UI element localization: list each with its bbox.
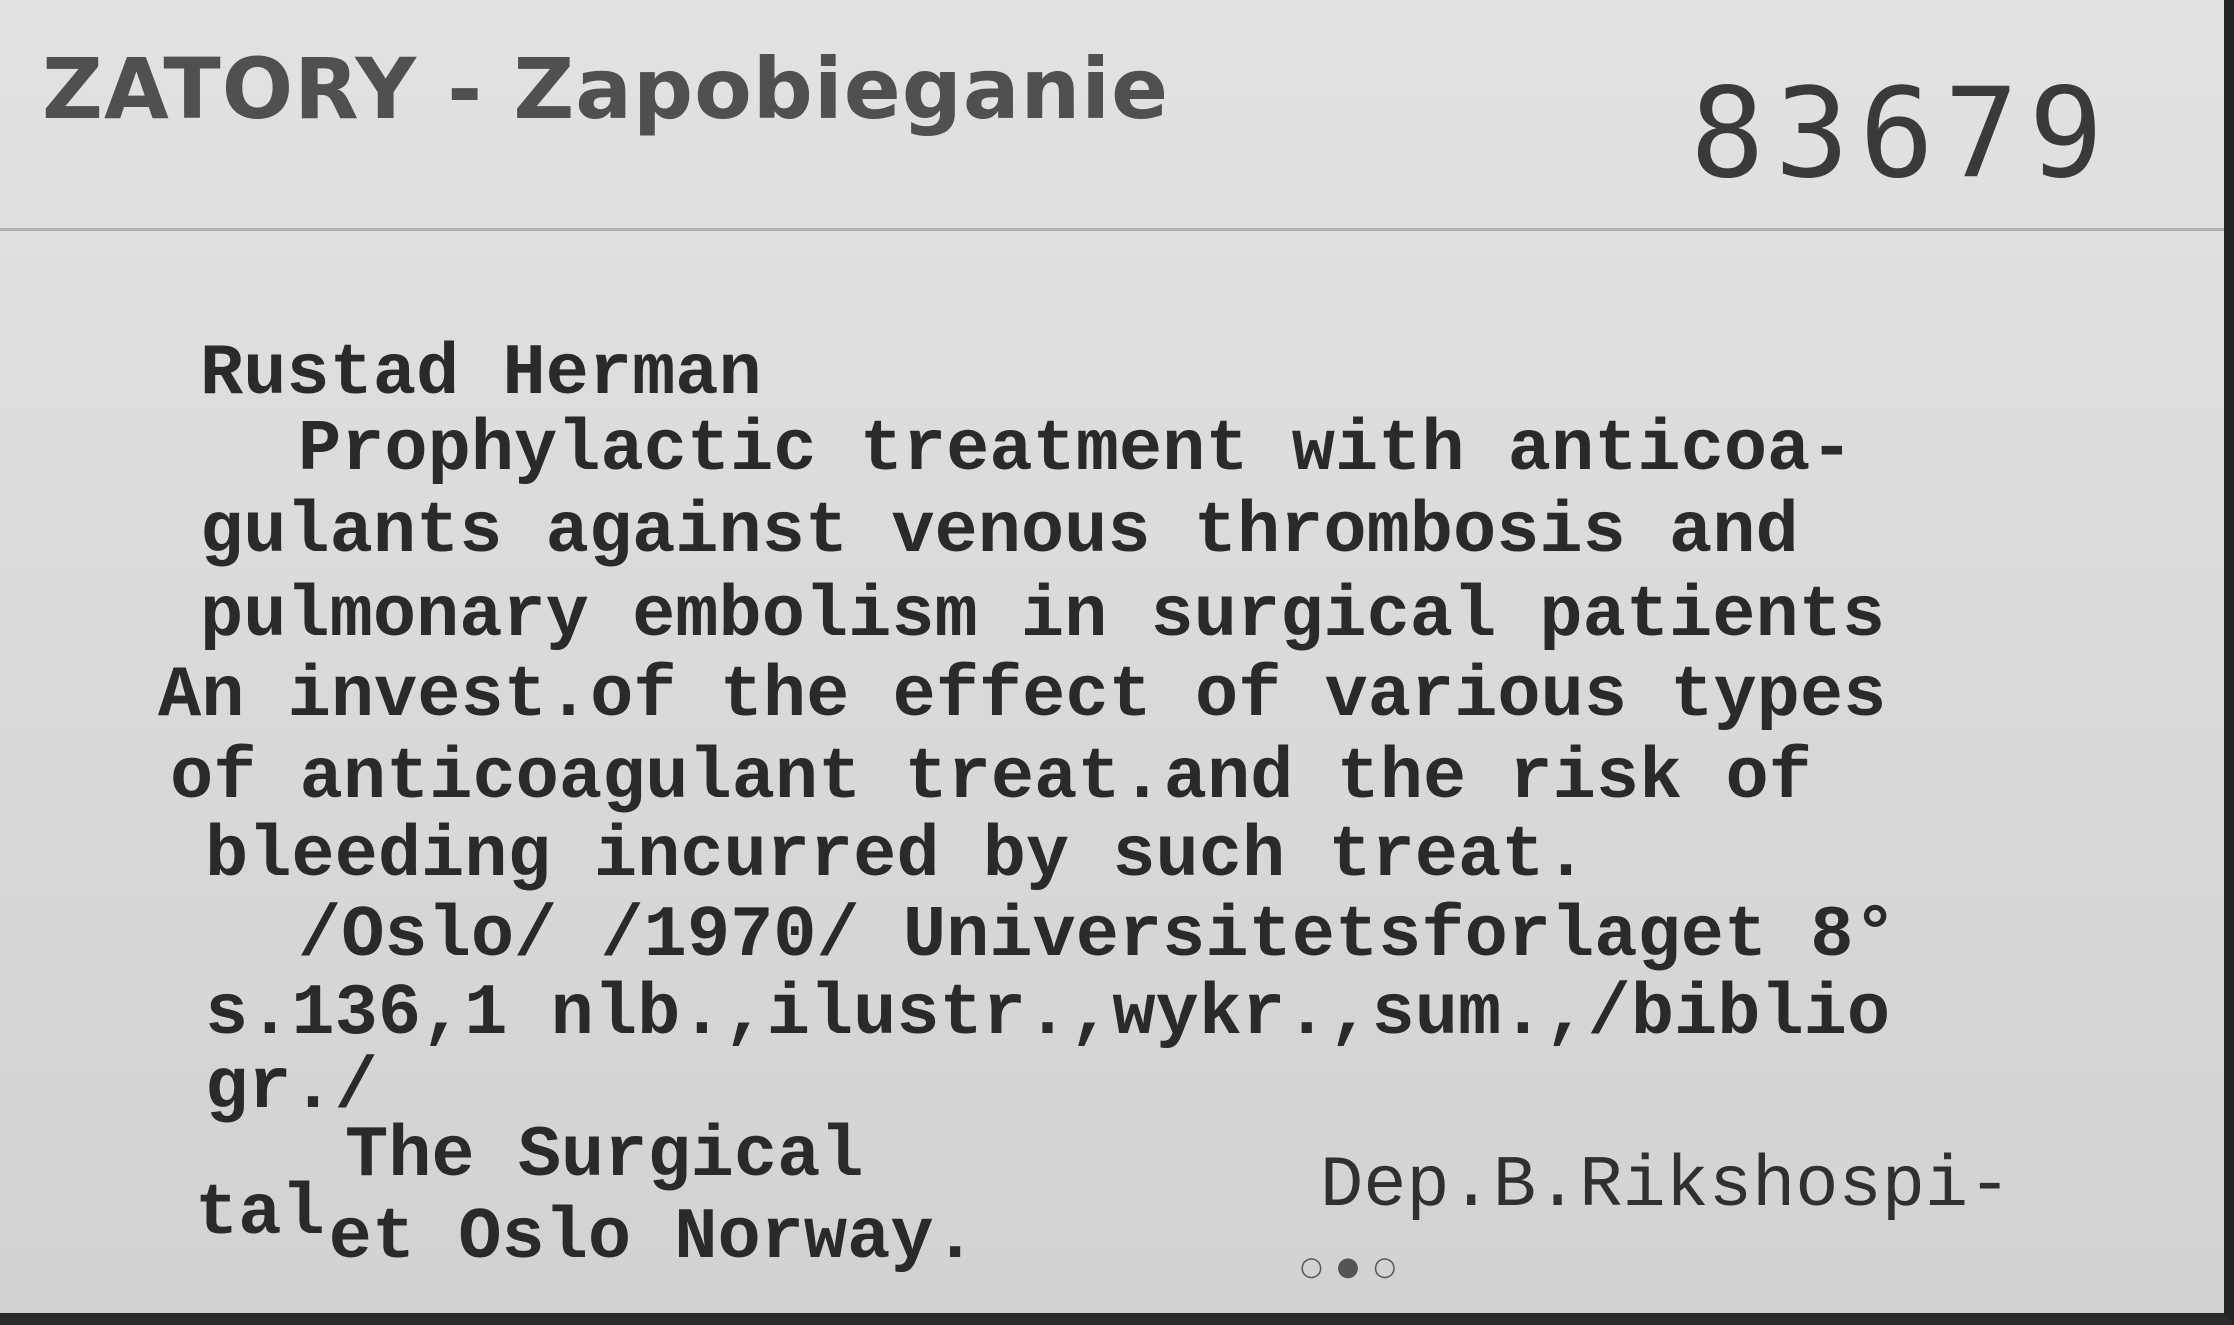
collation-line: s.136,1 nlb.,ilustr.,wykr.,sum.,/biblio (205, 973, 1891, 1055)
title-line-6: bleeding incurred by such treat. (205, 815, 1588, 897)
title-line-5: of anticoagulant treat.and the risk of (170, 737, 1812, 819)
imprint-line: /Oslo/ /1970/ Universitetsforlaget 8° (298, 895, 1897, 977)
title-line-2: gulants against venous thrombosis and (200, 491, 1799, 573)
note-line-2-rest: et Oslo Norway. (328, 1197, 977, 1279)
title-line-3: pulmonary embolism in surgical patients (200, 575, 1886, 657)
note-line-2-start: tal (195, 1173, 325, 1255)
collation-line-2: gr./ (205, 1047, 378, 1129)
department-note: Dep.B.Rikshospi- (1320, 1145, 2012, 1227)
note-line-1: The Surgical (345, 1115, 864, 1197)
title-line-1: Prophylactic treatment with anticoa- (298, 409, 1854, 491)
card-marks: ○●○ (1300, 1252, 1411, 1282)
title-line-4: An invest.of the effect of various types (158, 655, 1887, 737)
header-rule (0, 228, 2224, 231)
card-number: 83679 (1690, 62, 2114, 206)
author-line: Rustad Herman (200, 333, 762, 415)
note-line-2 (195, 1173, 977, 1279)
subject-heading: ZATORY - Zapobieganie (42, 40, 1170, 138)
